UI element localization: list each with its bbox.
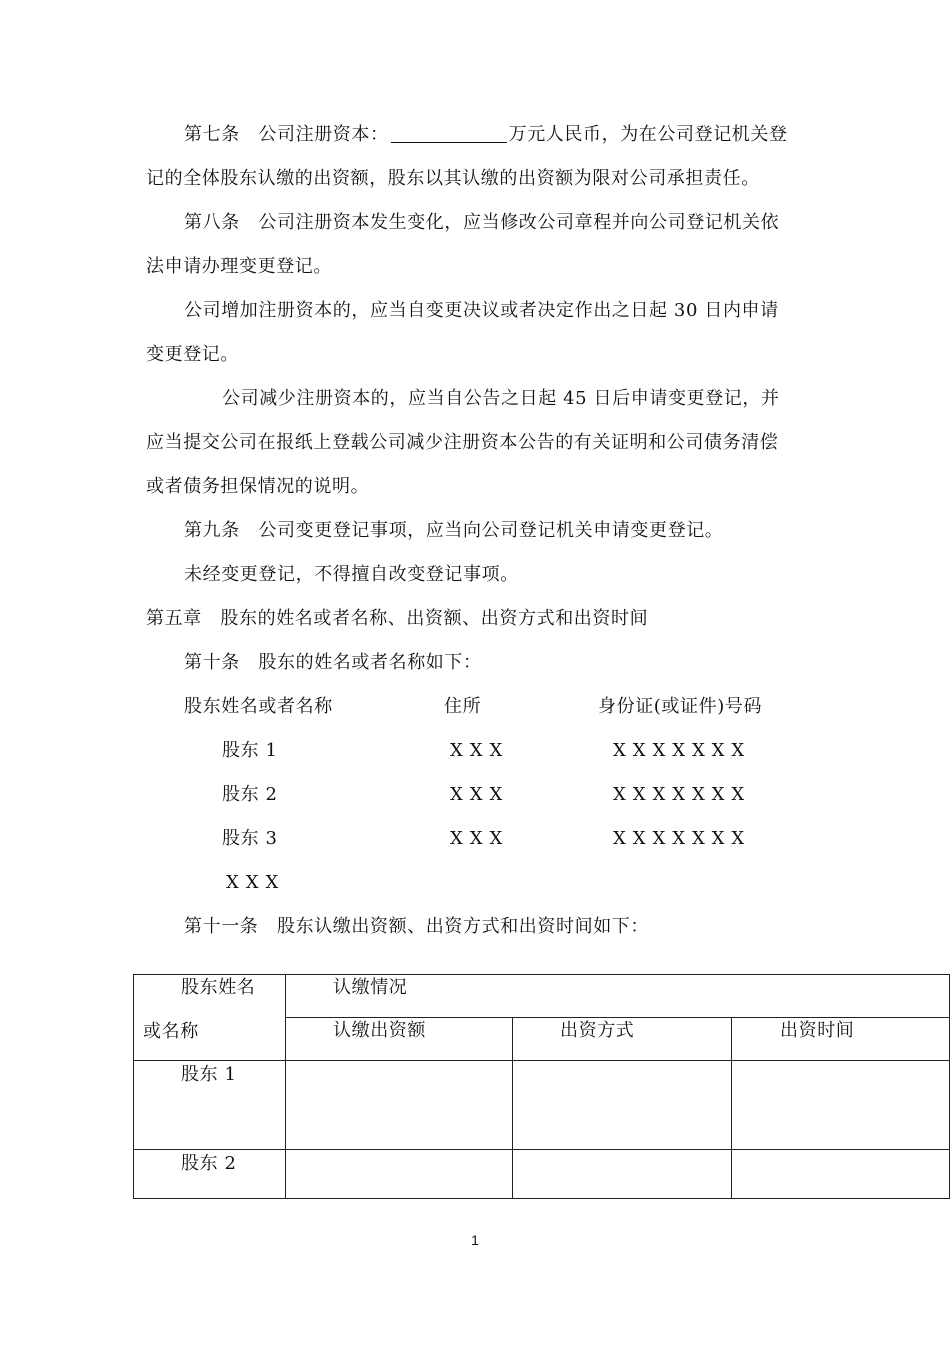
time-header-cell (732, 1018, 950, 1061)
method-cell (513, 1061, 732, 1150)
time-cell (732, 1150, 950, 1199)
header-id: 身份证(或证件)号码 (598, 696, 763, 717)
group-header: 认缴情况 (333, 977, 408, 998)
row-name-cell (134, 1061, 286, 1150)
extra-placeholder: X X X (226, 872, 279, 893)
table-row (134, 1150, 950, 1199)
article9-line2: 未经变更登记，不得擅自改变登记事项。 (184, 564, 519, 585)
shareholder-id: X X X X X X X (613, 784, 745, 805)
name-header-cell (134, 975, 286, 1061)
table-header-row (134, 975, 950, 1018)
shareholder-address: X X X (450, 784, 503, 805)
article7-line1 (184, 123, 788, 147)
shareholder-id: X X X X X X X (613, 828, 745, 849)
decrease-line3: 或者债务担保情况的说明。 (146, 476, 370, 497)
increase-line2: 变更登记。 (146, 344, 239, 365)
row-name: 股东 1 (181, 1064, 237, 1085)
shareholder-name: 股东 2 (222, 784, 278, 805)
row-name: 股东 2 (181, 1153, 237, 1174)
shareholder-address: X X X (450, 828, 503, 849)
table-row (134, 1061, 950, 1150)
article7-line2: 记的全体股东认缴的出资额，股东以其认缴的出资额为限对公司承担责任。 (146, 168, 760, 189)
method-header: 出资方式 (560, 1020, 635, 1041)
page-number: 1 (471, 1232, 479, 1248)
increase-line1: 公司增加注册资本的，应当自变更决议或者决定作出之日起 30 日内申请 (184, 300, 779, 321)
article9-line1: 第九条 公司变更登记事项，应当向公司登记机关申请变更登记。 (184, 520, 724, 541)
decrease-line1: 公司减少注册资本的，应当自公告之日起 45 日后申请变更登记，并 (222, 388, 780, 409)
article11-intro: 第十一条 股东认缴出资额、出资方式和出资时间如下： (184, 916, 649, 937)
shareholder-name: 股东 3 (222, 828, 278, 849)
shareholder-name: 股东 1 (222, 740, 278, 761)
amount-cell (286, 1150, 513, 1199)
decrease-line2: 应当提交公司在报纸上登载公司减少注册资本公告的有关证明和公司债务清偿 (146, 432, 779, 453)
header-name: 股东姓名或者名称 (184, 696, 333, 717)
chapter5-heading: 第五章 股东的姓名或者名称、出资额、出资方式和出资时间 (146, 608, 649, 629)
amount-header-cell (286, 1018, 513, 1061)
method-cell (513, 1150, 732, 1199)
article8-line2: 法申请办理变更登记。 (146, 256, 332, 277)
name-header-line1: 股东姓名 (181, 977, 256, 998)
row-name-cell (134, 1150, 286, 1199)
name-header-line2: 或名称 (143, 1021, 199, 1042)
time-cell (732, 1061, 950, 1150)
capital-blank (391, 124, 507, 143)
article10-intro: 第十条 股东的姓名或者名称如下： (184, 652, 482, 673)
shareholder-id: X X X X X X X (613, 740, 745, 761)
header-address: 住所 (444, 696, 482, 717)
shareholder-address: X X X (450, 740, 503, 761)
amount-cell (286, 1061, 513, 1150)
article7-line1a: 第七条 公司注册资本： (184, 124, 389, 145)
method-header-cell (513, 1018, 732, 1061)
amount-header: 认缴出资额 (333, 1020, 426, 1041)
article8-line1: 第八条 公司注册资本发生变化，应当修改公司章程并向公司登记机关依 (184, 212, 780, 233)
subscription-table (133, 974, 950, 1199)
group-header-cell (286, 975, 950, 1018)
article7-line1b: 万元人民币，为在公司登记机关登 (508, 124, 788, 145)
time-header: 出资时间 (780, 1020, 855, 1041)
